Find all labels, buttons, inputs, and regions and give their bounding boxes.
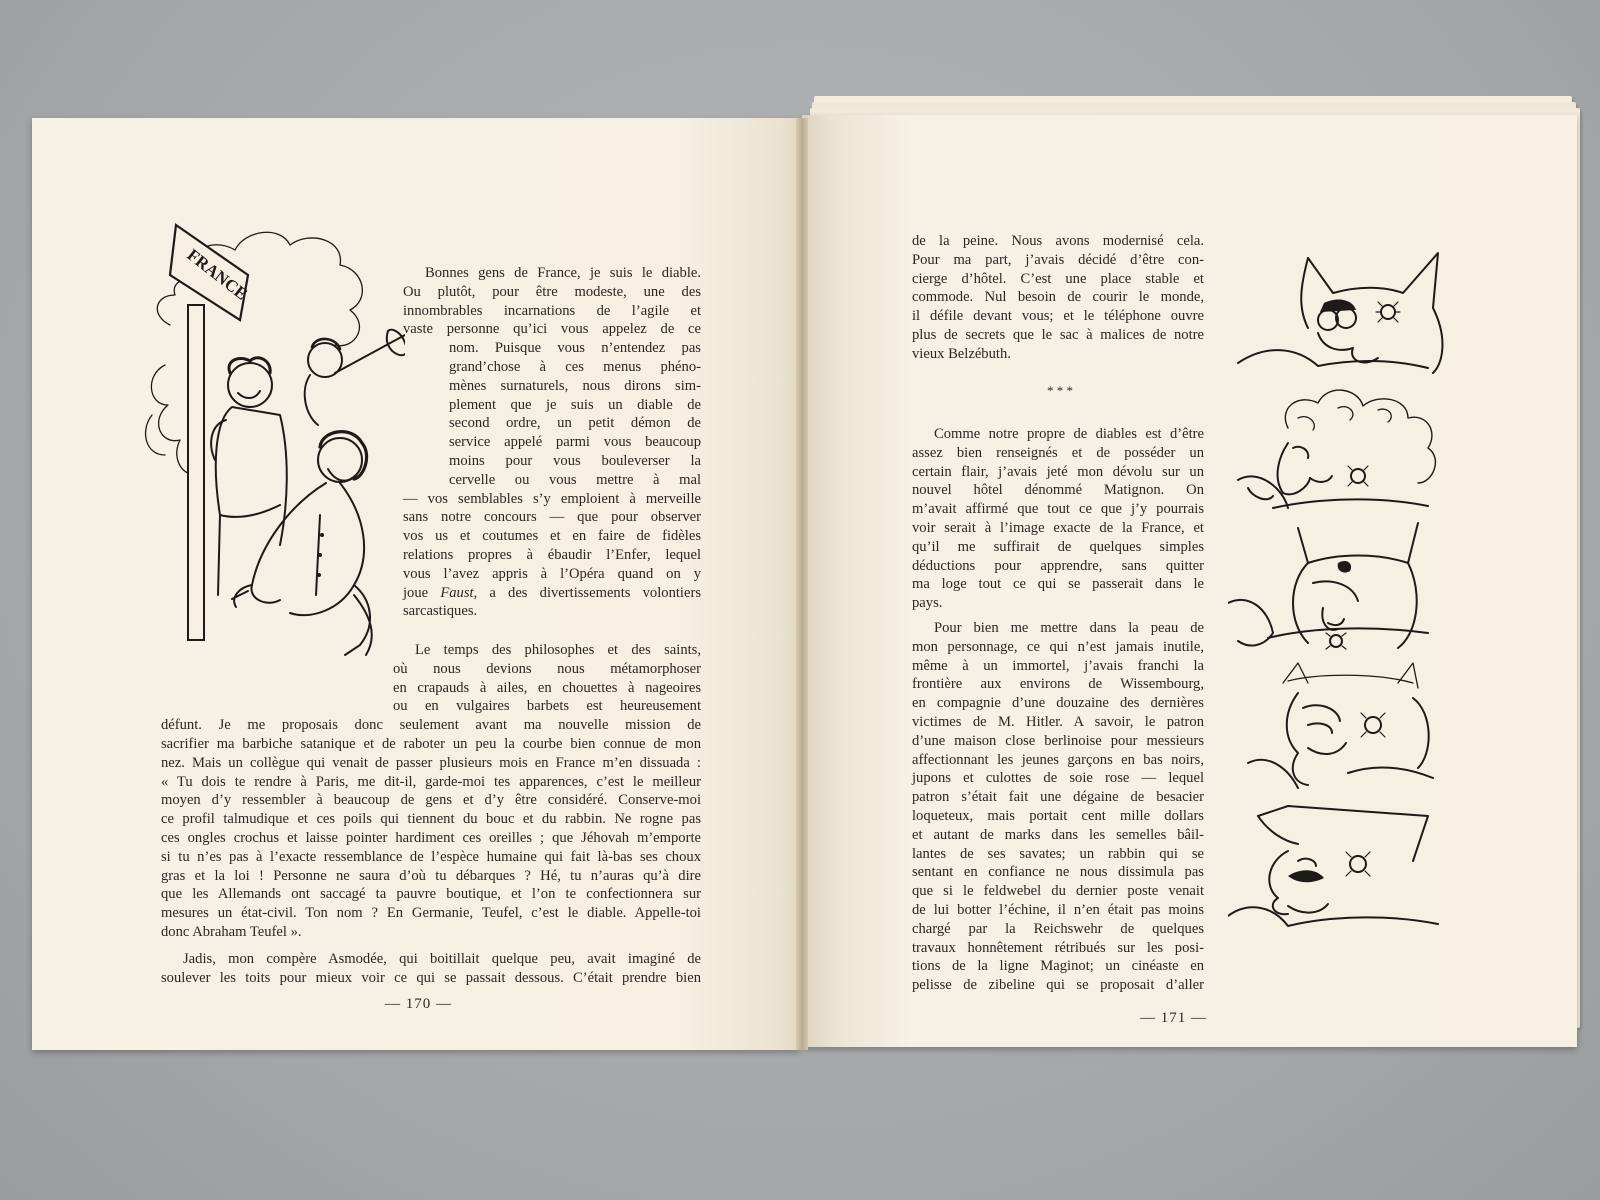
text-line: même à un immortel, j’avais franchi la [912, 657, 1204, 674]
text-line: mon personnage, ce qui n’est jamais inutile, [912, 638, 1204, 655]
text-line: moyen d’y ressembler à beaucoup de gens et d’y être considéré. Conserve-moi [161, 792, 701, 809]
right-page-para3-text [912, 619, 1204, 995]
left-page-full-text [161, 716, 701, 942]
text-line: sans notre concours — que pour observer [403, 509, 701, 526]
text-line: ce profil talmudique et ces poils qui tiennent du bouc et du rabbin. Ne rogne pas [161, 811, 701, 828]
text-line: pelisse de zibeline qui se proposait d’aller [912, 977, 1204, 994]
text-line: ou en vulgaires barbets est heureusement [393, 698, 701, 715]
text-line: certain flair, j’avais jeté mon dévolu sur un [912, 463, 1204, 480]
text-line: cervelle ou vous mettre à mal [449, 471, 701, 488]
text-line: loqueteux, mais portait cent mille dollars [912, 807, 1204, 824]
text-line: en compagnie d’une douzaine des dernières [912, 695, 1204, 712]
text-line: il défile devant vous; et le téléphone ouvre [912, 308, 1204, 325]
border-sign-illustration [140, 215, 405, 675]
text-line: que si le feldwebel du dernier poste venait [912, 883, 1204, 900]
vignette-4 [1248, 663, 1433, 788]
text-line: affectionnant les jeunes garçons en bas noirs, [912, 751, 1204, 768]
text-line: ces ongles crochus et laisse pointer hardiment ces oreilles ; que Jéhovah m’emporte [161, 829, 701, 846]
text-line: plus de secrets que le sac à malices de notre [912, 326, 1204, 343]
text-line: moins pour vous bouleverser la [449, 452, 701, 469]
vignette-1 [1238, 253, 1442, 373]
text-line: patron s’était fait une dégaine de besacier [912, 789, 1204, 806]
text-line: sarcastiques. [403, 603, 478, 620]
text-line: Le temps des philosophes et des saints, [415, 642, 701, 658]
text-line: frontière aux environs de Wissembourg, [912, 676, 1204, 693]
opera-title: Faust [440, 584, 474, 601]
right-page-para2-text [912, 425, 1204, 613]
text-line: lantes de ses savates; un rabbin qui se [912, 845, 1204, 862]
vignette-5 [1228, 806, 1438, 926]
vignette-2 [1238, 390, 1435, 508]
text-line: nez. Mais un collègue qui venait de passer plusieurs mois en France m’en dissuada : [161, 754, 701, 771]
text-line: grand’chose à ces menus phéno- [449, 358, 701, 375]
text-line: donc Abraham Teufel ». [161, 923, 302, 940]
text-line: en crapauds à ailes, en chouettes à nageoires [393, 679, 701, 696]
text-line: nouvel hôtel dénommé Matignon. On [912, 482, 1204, 499]
text-line: Jadis, mon compère Asmodée, qui boitillait quelque peu, avait imaginé de [183, 951, 701, 967]
text-line: vaste personne qu’ici vous appelez de ce [403, 321, 701, 338]
text-line: tions de la ligne Maginot; un cinéaste en [912, 958, 1204, 975]
text-line: et autant de marks dans les semelles bâil- [912, 826, 1204, 843]
text-line: mesures un état-civil. Ton nom ? En Germanie, Teufel, c’est le diable. Appelle-toi [161, 905, 701, 922]
text-line: commode. Nul besoin de courir le monde, [912, 289, 1204, 306]
text-fragment: , a des divertissements volontiers [473, 584, 701, 601]
book-gutter [796, 118, 808, 1050]
sign-text: FRANCE [183, 245, 252, 304]
text-line: Ou plutôt, pour être modeste, une des [403, 283, 701, 300]
text-line: gras et la loi ! Personne ne saura d’où tu débarques ? Hé, tu n’auras qu’à dire [161, 867, 701, 884]
text-line: pays. [912, 595, 943, 612]
text-line: si tu n’es pas à l’exacte ressemblance de l’espèce humaine qui fait là-bas ses choux [161, 848, 701, 865]
text-line: vous l’avez appris à l’Opéra quand on y [403, 565, 701, 582]
left-page-intro-text [403, 264, 701, 339]
text-line: Bonnes gens de France, je suis le diable. [425, 265, 701, 281]
text-line: défunt. Je me proposais donc seulement avant ma nouvelle mission de [161, 717, 701, 734]
text-line: chargé par la Reichswehr de quelques [912, 920, 1204, 937]
text-line: service appelé parmi vous beaucoup [449, 434, 701, 451]
text-line: cierge d’hôtel. C’est une place stable et [912, 270, 1204, 287]
page-number-171: — 171 — [1140, 1010, 1207, 1026]
text-line: relations propres à ébaudir l’Enfer, lequel [403, 546, 701, 563]
text-line: plement que je suis un diable de [449, 396, 701, 413]
text-line: voir serait à l’image exacte de la France, et [912, 519, 1204, 536]
text-line: m’avait affirmé que tout ce que j’y pourrais [912, 501, 1204, 518]
text-line: Comme notre propre de diables est d’être [934, 426, 1204, 442]
text-line: innombrables incarnations de l’agile et [403, 302, 701, 319]
text-line: jupons et culottes de soie rose — lequel [912, 770, 1204, 787]
text-line: ma loge tout ce qui se passerait dans le [912, 576, 1204, 593]
text-line: où nous devions nous métamorphoser [393, 660, 701, 677]
text-line: que les Allemands ont saccagé ta pauvre boutique, et l’on te confectionnera sur [161, 886, 701, 903]
text-line: assez bien renseignés et de posséder un [912, 444, 1204, 461]
text-line: soulever les toits pour mieux voir ce qui se passait dessous. C’était prendre bien [161, 969, 701, 986]
text-line: de lui botter l’échine, il n’en était pas moins [912, 901, 1204, 918]
text-fragment: joue [403, 584, 441, 601]
text-line: « Tu dois te rendre à Paris, me dit-il, garde-moi tes apparences, c’est le meilleur [161, 773, 701, 790]
text-line: de la peine. Nous avons modernisé cela. [912, 233, 1204, 249]
text-line: — vos semblables s’y emploient à merveille [403, 490, 701, 507]
text-line: vos us et coutumes et en faire de fidèles [403, 528, 701, 545]
text-line: d’une maison close berlinoise pour messieurs [912, 732, 1204, 749]
text-line: sacrifier ma barbiche satanique et de raboter un peu la courbe bien connue de mon [161, 735, 701, 752]
left-page-narrow-text [449, 339, 701, 489]
text-line: sentant en confiance ne nous dissimula pas [912, 864, 1204, 881]
text-line: nom. Puisque vous n’entendez pas [449, 340, 701, 357]
sleeping-figures-illustration [1228, 248, 1446, 978]
left-page-mid-text [403, 490, 701, 622]
text-line: déductions pour apprendre, sans quitter [912, 557, 1204, 574]
text-line: victimes de M. Hitler. A savoir, le patron [912, 713, 1204, 730]
vignette-3 [1228, 523, 1428, 649]
text-line: mènes surnaturels, nous dirons sim- [449, 377, 701, 394]
text-line: travaux honnêtement rétribués sur les posi- [912, 939, 1204, 956]
left-page-para3-text [161, 950, 701, 988]
right-page-top-text [912, 232, 1204, 364]
text-line: second ordre, un petit démon de [449, 415, 701, 432]
page-number-170: — 170 — [385, 996, 452, 1012]
text-line [403, 584, 701, 603]
text-line: qu’il me suffirait de quelques simples [912, 538, 1204, 555]
left-page-para2-text [393, 641, 701, 716]
text-line: Pour bien me mettre dans la peau de [934, 620, 1204, 636]
text-line: vieux Belzébuth. [912, 345, 1011, 362]
text-line: Pour ma part, j’avais décidé d’être con- [912, 251, 1204, 268]
section-separator: * * * [1047, 383, 1073, 398]
